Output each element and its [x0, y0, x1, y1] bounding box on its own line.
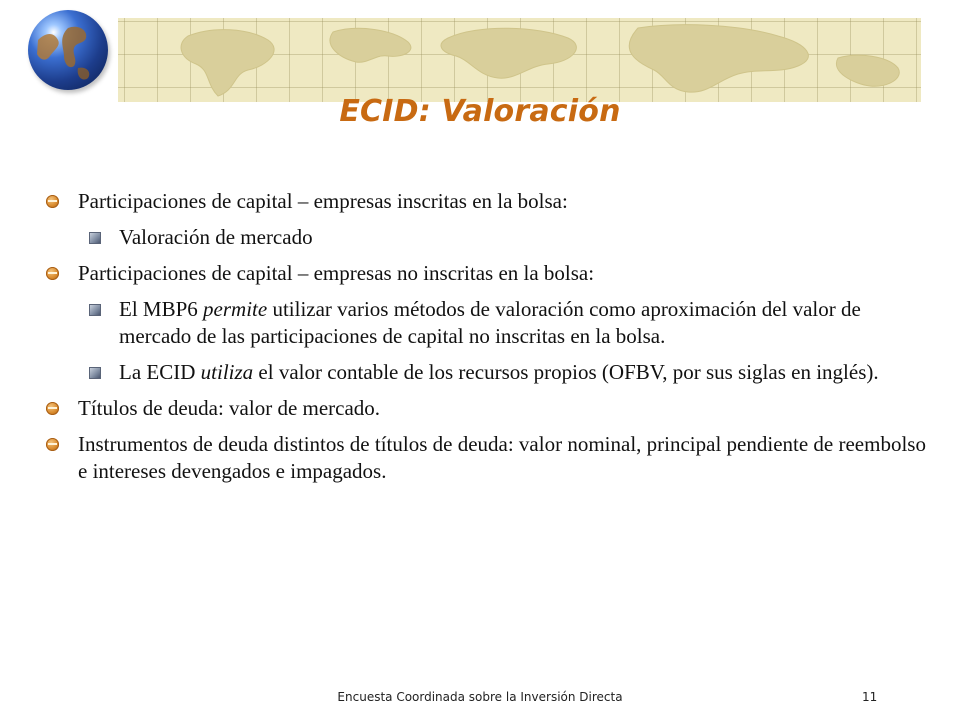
bullet-list	[46, 188, 926, 494]
world-map-icon	[118, 18, 921, 102]
page-number: 11	[862, 690, 878, 704]
text-segment: el valor contable de los recursos propios (OFBV, por sus siglas en inglés).	[253, 360, 879, 384]
sub-bullet-item	[89, 224, 926, 251]
round-bullet-icon	[46, 267, 59, 280]
emphasis-text: utiliza	[200, 360, 254, 384]
emphasis-text: permite	[203, 297, 268, 321]
bullet-item	[46, 395, 926, 422]
text-segment: Títulos de deuda: valor de mercado.	[78, 396, 381, 420]
slide-title: ECID: Valoración	[339, 94, 621, 129]
globe-icon	[28, 10, 108, 90]
square-bullet-icon	[89, 232, 101, 244]
world-map-banner	[118, 18, 921, 102]
round-bullet-icon	[46, 195, 59, 208]
sub-bullet-item	[89, 296, 926, 350]
sub-bullet-item	[89, 359, 926, 386]
bullet-text	[119, 225, 313, 249]
square-bullet-icon	[89, 304, 101, 316]
text-segment: utilizar varios métodos de valoración como aproximación del valor de mercado de las participaciones de capital no inscritas en la bolsa.	[119, 297, 861, 348]
text-segment: Instrumentos de deuda distintos de títulos de deuda: valor nominal, principal pendiente de reembolso e intereses devengados e impagados.	[78, 432, 926, 483]
bullet-item	[46, 260, 926, 287]
bullet-item	[46, 188, 926, 215]
bullet-text	[78, 432, 926, 483]
text-segment: Participaciones de capital – empresas no inscritas en la bolsa:	[78, 261, 595, 285]
bullet-text	[78, 189, 568, 213]
text-segment: Valoración de mercado	[119, 225, 313, 249]
bullet-text	[78, 261, 594, 285]
text-segment: El MBP6	[119, 297, 204, 321]
text-segment: Participaciones de capital – empresas inscritas en la bolsa:	[78, 189, 568, 213]
text-segment: La ECID	[119, 360, 201, 384]
bullet-item	[46, 431, 926, 485]
bullet-text	[119, 360, 879, 384]
footer-text: Encuesta Coordinada sobre la Inversión Directa	[337, 690, 623, 704]
bullet-text	[119, 297, 861, 348]
square-bullet-icon	[89, 367, 101, 379]
bullet-text	[78, 396, 380, 420]
round-bullet-icon	[46, 402, 59, 415]
round-bullet-icon	[46, 438, 59, 451]
